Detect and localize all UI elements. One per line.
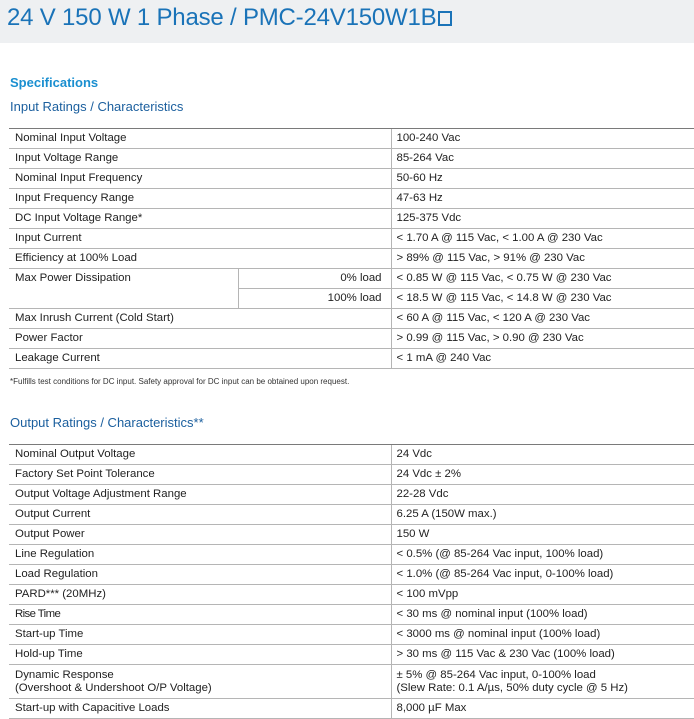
spec-label: Efficiency at 100% Load [9, 249, 391, 269]
spec-value: 125-375 Vdc [391, 209, 694, 229]
table-row [9, 309, 694, 329]
spec-value-line: ± 5% @ 85-264 Vac input, 0-100% load [396, 668, 596, 681]
spec-value [391, 665, 694, 699]
spec-value: 150 W [391, 525, 694, 545]
spec-label: Output Power [9, 525, 391, 545]
spec-value: < 1.0% (@ 85-264 Vac input, 0-100% load) [391, 565, 694, 585]
spec-label: Load Regulation [9, 565, 391, 585]
table-row [9, 485, 694, 505]
spec-value: > 89% @ 115 Vac, > 91% @ 230 Vac [391, 249, 694, 269]
table-row [9, 465, 694, 485]
spec-value: < 0.5% (@ 85-264 Vac input, 100% load) [391, 545, 694, 565]
spec-value: > 30 ms @ 115 Vac & 230 Vac (100% load) [391, 645, 694, 665]
table-row [9, 605, 694, 625]
spec-value: 50-60 Hz [391, 169, 694, 189]
spec-label: Nominal Output Voltage [9, 445, 391, 465]
spec-value: < 18.5 W @ 115 Vac, < 14.8 W @ 230 Vac [391, 289, 694, 309]
spec-label: Nominal Input Voltage [9, 129, 391, 149]
spec-label: Hold-up Time [9, 645, 391, 665]
spec-value: 47-63 Hz [391, 189, 694, 209]
spec-value: < 100 mVpp [391, 585, 694, 605]
spec-sublabel: 100% load [238, 289, 391, 309]
table-row [9, 169, 694, 189]
table-row [9, 189, 694, 209]
spec-label: Line Regulation [9, 545, 391, 565]
input-ratings-table [9, 128, 694, 369]
table-row [9, 269, 694, 289]
table-row [9, 329, 694, 349]
table-row [9, 625, 694, 645]
table-row [9, 149, 694, 169]
table-row [9, 445, 694, 465]
spec-label: Leakage Current [9, 349, 391, 369]
spec-value: < 30 ms @ nominal input (100% load) [391, 605, 694, 625]
table-row [9, 229, 694, 249]
output-ratings-table [9, 444, 694, 719]
spec-sublabel: 0% load [238, 269, 391, 289]
spec-label-line: Dynamic Response [15, 668, 114, 681]
table-row [9, 525, 694, 545]
page-title [7, 4, 452, 32]
spec-label: Power Factor [9, 329, 391, 349]
spec-label: Rise Time [9, 605, 391, 625]
spec-value: > 0.99 @ 115 Vac, > 0.90 @ 230 Vac [391, 329, 694, 349]
spec-label: Max Power Dissipation [9, 269, 238, 309]
specifications-heading: Specifications [10, 75, 99, 90]
spec-label: Input Current [9, 229, 391, 249]
table-row [9, 585, 694, 605]
empty-box-icon [438, 11, 452, 26]
spec-label: Factory Set Point Tolerance [9, 465, 391, 485]
spec-label: Output Current [9, 505, 391, 525]
spec-value: 24 Vdc [391, 445, 694, 465]
spec-value: 100-240 Vac [391, 129, 694, 149]
spec-value-line: (Slew Rate: 0.1 A/µs, 50% duty cycle @ 5 Hz) [396, 681, 628, 694]
table-row [9, 249, 694, 269]
table-row [9, 565, 694, 585]
spec-label: Start-up Time [9, 625, 391, 645]
spec-value: 22-28 Vdc [391, 485, 694, 505]
spec-value: 85-264 Vac [391, 149, 694, 169]
spec-label [9, 665, 391, 699]
spec-value: 6.25 A (150W max.) [391, 505, 694, 525]
spec-value: < 3000 ms @ nominal input (100% load) [391, 625, 694, 645]
table-row [9, 699, 694, 719]
spec-label: Start-up with Capacitive Loads [9, 699, 391, 719]
spec-label-line: (Overshoot & Undershoot O/P Voltage) [15, 681, 212, 694]
table-row [9, 349, 694, 369]
output-ratings-heading: Output Ratings / Characteristics** [10, 415, 204, 430]
spec-label: Nominal Input Frequency [9, 169, 391, 189]
table-row [9, 129, 694, 149]
spec-label: Input Voltage Range [9, 149, 391, 169]
table-row [9, 209, 694, 229]
spec-value: < 60 A @ 115 Vac, < 120 A @ 230 Vac [391, 309, 694, 329]
table-row [9, 645, 694, 665]
spec-label: Output Voltage Adjustment Range [9, 485, 391, 505]
spec-value: < 0.85 W @ 115 Vac, < 0.75 W @ 230 Vac [391, 269, 694, 289]
spec-label: PARD*** (20MHz) [9, 585, 391, 605]
spec-label: Input Frequency Range [9, 189, 391, 209]
spec-label: DC Input Voltage Range* [9, 209, 391, 229]
spec-label: Max Inrush Current (Cold Start) [9, 309, 391, 329]
input-footnote: *Fulfills test conditions for DC input. Safety approval for DC input can be obtained upon request. [10, 377, 350, 386]
table-row [9, 505, 694, 525]
spec-value: < 1 mA @ 240 Vac [391, 349, 694, 369]
spec-value: 8,000 µF Max [391, 699, 694, 719]
table-row [9, 665, 694, 699]
table-row [9, 545, 694, 565]
page-title-text: 24 V 150 W 1 Phase / PMC-24V150W1B [7, 4, 437, 31]
input-ratings-heading: Input Ratings / Characteristics [10, 99, 184, 114]
spec-value: 24 Vdc ± 2% [391, 465, 694, 485]
spec-value: < 1.70 A @ 115 Vac, < 1.00 A @ 230 Vac [391, 229, 694, 249]
